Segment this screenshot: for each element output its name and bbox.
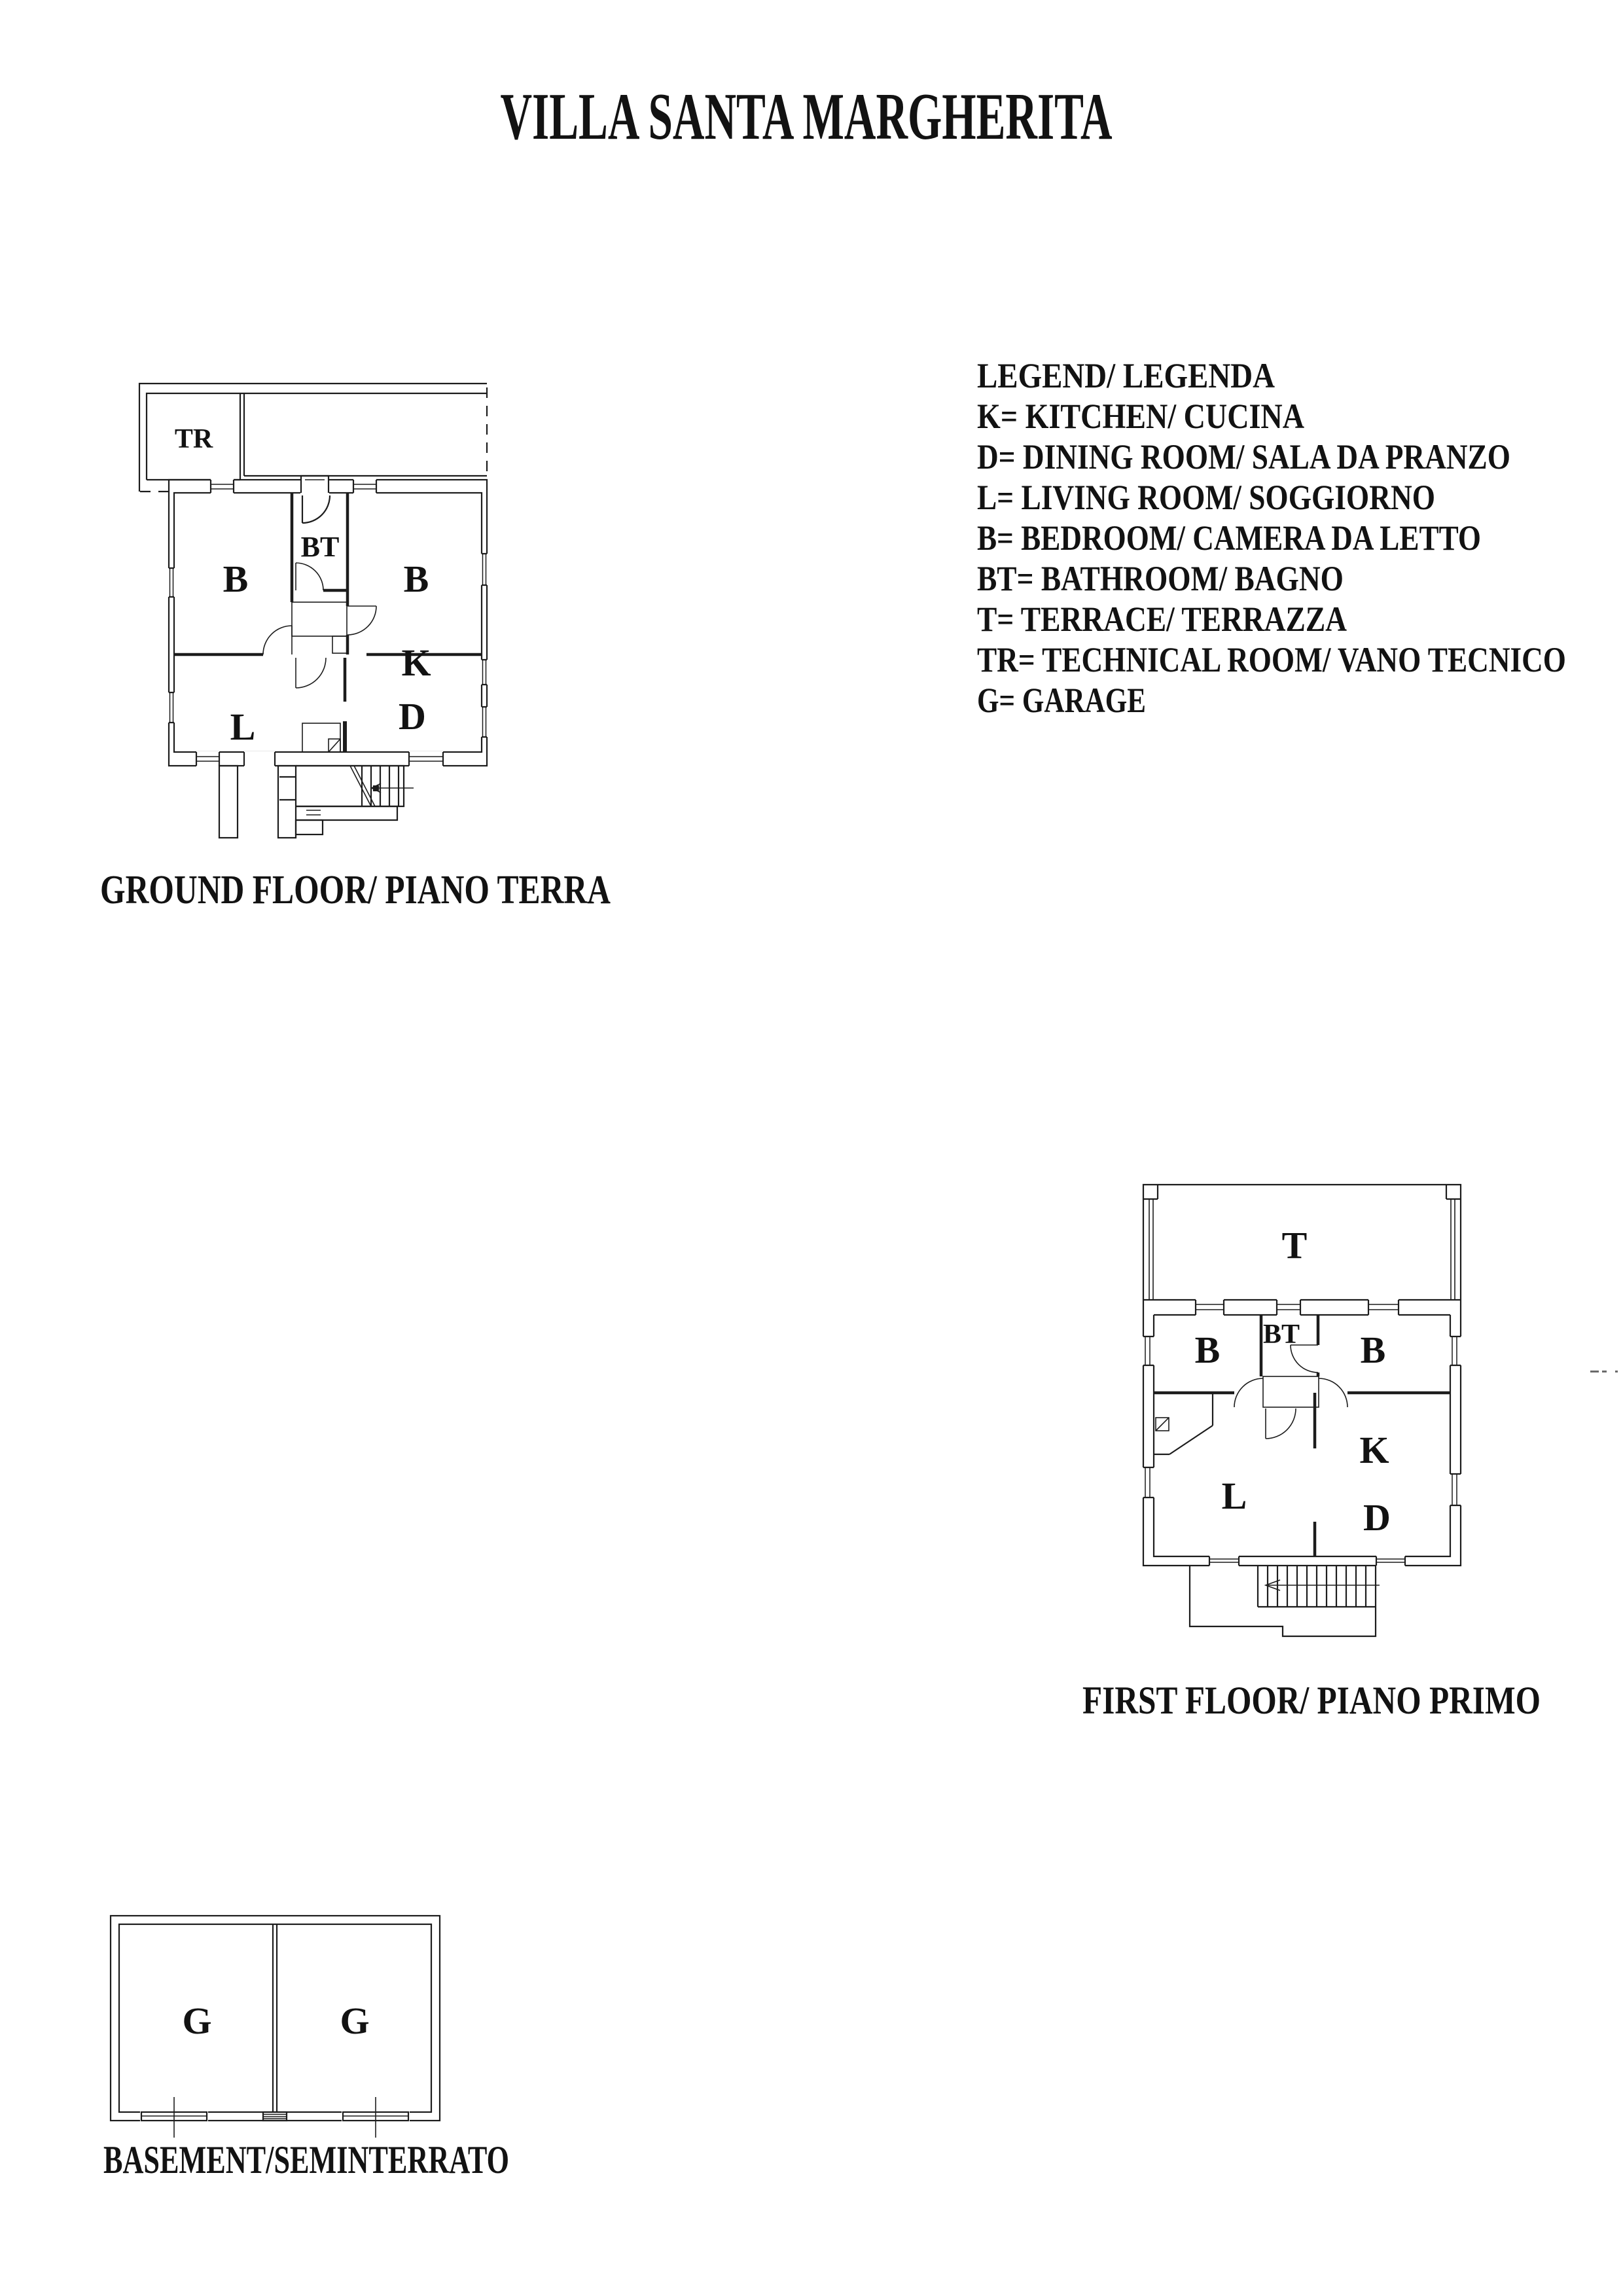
window-right-dining [1449,1474,1462,1505]
stair-treads [1258,1566,1376,1607]
window-band-bathroom [1277,1299,1300,1316]
window-left-bedroom [1142,1336,1155,1365]
caption-ground-floor: GROUND FLOOR/ PIANO TERRA [100,868,611,912]
room-label-bathroom: BT [300,531,340,563]
room-label-bedroom-left: B [223,558,249,600]
ground-closet [302,723,340,752]
ground-floor-plan [79,360,628,923]
doorway-bottom [244,751,275,767]
legend-line-terrace: T= TERRACE/ TERRAZZA [977,600,1347,639]
basement-outer-walls [111,1916,440,2121]
room-label-dining: D [1363,1496,1391,1539]
window-bottom-left [1209,1555,1239,1567]
first-room-labels [1195,1224,1391,1539]
caption-first-floor: FIRST FLOOR/ PIANO PRIMO [1082,1679,1541,1722]
room-label-garage-left: G [182,2000,212,2042]
legend-line-dining: D= DINING ROOM/ SALA DA PRANZO [977,437,1510,476]
window-bottom-right [409,751,443,767]
first-hall [1263,1376,1319,1407]
stair-direction-arrow [1266,1580,1380,1590]
legend-line-title: LEGEND/ LEGENDA [977,356,1275,395]
ground-porch-stairs [219,766,414,838]
room-label-technical: TR [174,424,213,454]
window-top-left [211,478,234,495]
room-label-kitchen: K [401,641,431,684]
window-band-bedroom-right [1368,1299,1399,1316]
room-label-dining: D [399,695,426,738]
legend [942,340,1623,746]
door-arc-bedroom-right [348,606,376,635]
basement-room-labels [182,2000,369,2042]
room-label-bathroom: BT [1262,1319,1300,1350]
sheet-title [0,39,1623,157]
room-label-bedroom-right: B [1360,1329,1386,1371]
door-arc-bedroom-left [1234,1378,1263,1407]
ground-hall [292,602,347,653]
window-band-bedroom-left [1196,1299,1224,1316]
door-arc-bedroom-left [263,626,292,655]
legend-line-bathroom: BT= BATHROOM/ BAGNO [977,559,1344,598]
legend-line-garage: G= GARAGE [977,681,1146,720]
room-label-garage-right: G [340,2000,370,2042]
ground-room-labels [175,424,431,748]
window-right-bedroom [479,554,490,585]
basement-plan [92,1885,524,2193]
page-title: VILLA SANTA MARGHERITA [500,80,1113,154]
window-right-bedroom [1449,1336,1462,1365]
room-label-living: L [230,706,256,748]
basement-center-wall [273,1924,277,2112]
legend-line-bedroom: B= BEDROOM/ CAMERA DA LETTO [977,518,1481,558]
window-bottom-left [196,751,219,767]
first-floor-plan [1073,1165,1584,1728]
legend-line-technical: TR= TECHNICAL ROOM/ VANO TECNICO [977,640,1566,679]
caption-basement: BASEMENT/SEMINTERRATO [103,2138,509,2181]
window-right-kitchen [479,660,490,685]
door-arc-living [296,658,326,688]
room-label-terrace: T [1281,1224,1308,1266]
room-label-bedroom-left: B [1194,1329,1221,1371]
door-arc-living [1266,1408,1296,1439]
legend-line-kitchen: K= KITCHEN/ CUCINA [977,397,1305,436]
window-left-living [1142,1467,1155,1498]
window-left-living [166,692,177,723]
window-right-dining [479,707,490,737]
window-bottom-right [1376,1555,1405,1567]
vent-grate [263,2112,287,2121]
room-label-living: L [1221,1475,1247,1517]
first-outer-walls [1143,1300,1461,1566]
first-stairs [1190,1566,1380,1636]
scan-artifact [1589,1367,1622,1377]
room-label-bedroom-right: B [403,558,429,600]
legend-line-living: L= LIVING ROOM/ SOGGIORNO [977,478,1435,517]
window-top-right [353,478,376,495]
entry-door-top [300,476,330,523]
window-left-bedroom [166,568,177,597]
door-arc-bedroom-right [1319,1378,1347,1407]
door-arc-bathroom [296,563,323,590]
room-label-kitchen: K [1359,1429,1389,1471]
